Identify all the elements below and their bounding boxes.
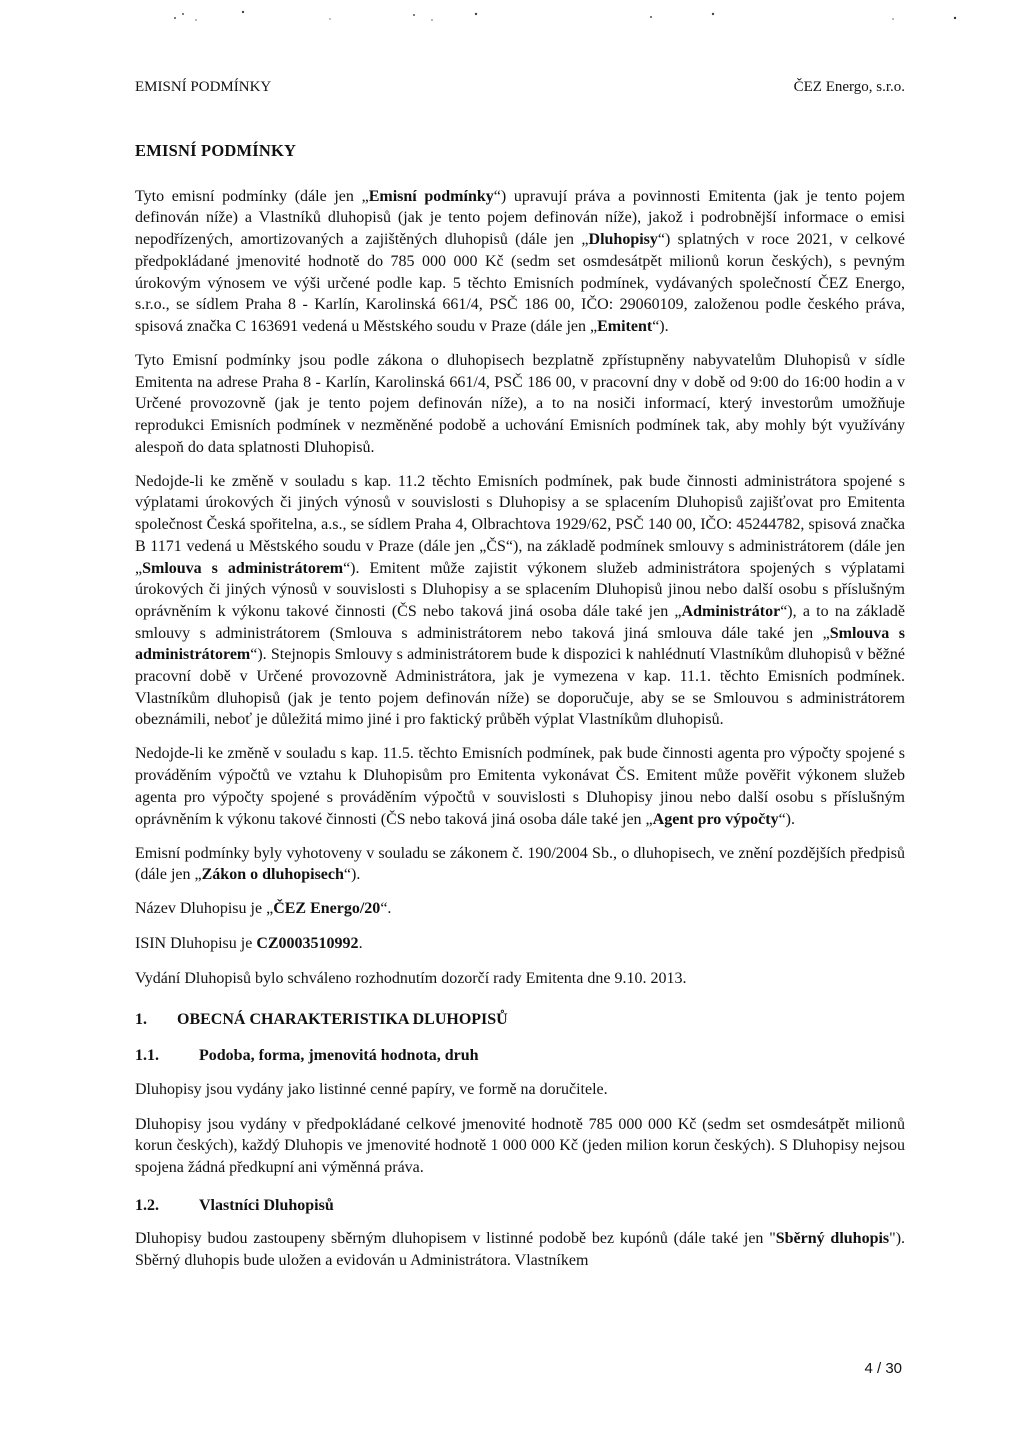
document-body: [135, 140, 905, 1284]
section-title: OBECNÁ CHARAKTERISTIKA DLUHOPISŮ: [177, 1011, 508, 1029]
paragraph-owners: Dluhopisy budou zastoupeny sběrným dluhopisem v listinné podobě bez kupónů (dále také jen "Sběrný dluhopis"). Sběrný dluhopis bude uložen a evidován u Administrátora. Vlastníkem: [135, 1230, 906, 1270]
paragraph-approval: Vydání Dluhopisů bylo schváleno rozhodnutím dozorčí rady Emitenta dne 9.10. 2013.: [135, 969, 687, 987]
paragraph-bond-name: Název Dluhopisu je „ČEZ Energo/20“.: [135, 900, 392, 918]
paragraph-legal-basis: Emisní podmínky byly vyhotoveny v souladu se zákonem č. 190/2004 Sb., o dluhopisech, ve znění pozdějších předpisů (dále jen „Zákon o dluhopisech“).: [135, 844, 905, 884]
subsection-number: 1.2.: [135, 1196, 159, 1214]
running-header: [135, 79, 905, 96]
header-left-title: EMISNÍ PODMÍNKY: [135, 79, 272, 95]
section-number: 1.: [135, 1011, 147, 1029]
subsection-heading-1-1: [135, 1045, 905, 1067]
scan-noise-decoration: [0, 0, 1024, 40]
subsection-title: Vlastníci Dluhopisů: [199, 1196, 334, 1214]
paragraph-form: Dluhopisy jsou vydány jako listinné cenné papíry, ve formě na doručitele.: [135, 1080, 608, 1098]
paragraph-isin: ISIN Dluhopisu je CZ0003510992.: [135, 934, 363, 952]
subsection-heading-1-2: [135, 1195, 905, 1217]
page-number: 4 / 30: [864, 1360, 902, 1377]
paragraph-nominal-value: Dluhopisy jsou vydány v předpokládané celkové jmenovité hodnotě 785 000 000 Kč (sedm set osmdesátpět milionů korun českých), každý Dluhopis ve jmenovité hodnotě 1 000 000 Kč (jeden milion korun českých). S Dluhopisy nejsou spojena žádná předkupní ani výměnná práva.: [135, 1115, 905, 1176]
paragraph-administrator: Nedojde-li ke změně v souladu s kap. 11.2 těchto Emisních podmínek, pak bude činnosti administrátora spojené s výplatami úrokových či jiných výnosů v souvislosti s Dluhopisy a se splacením Dluhopisů zajišťovat pro Emitenta společnost Česká spořitelna, a.s., se sídlem Praha 4, Olbrachtova 1929/62, PSČ 140 00, IČO: 45244782, spisová značka B 1171 vedená u Městského soudu v Praze (dále jen „ČS“), na základě podmínek smlouvy s administrátorem (dále jen „Smlouva s administrátorem“). Emitent může zajistit výkonem služeb administrátora spojených s výplatami úrokových či jiných výnosů v souvislosti s Dluhopisy a se splacením Dluhopisů jinou nebo další osobu s příslušným oprávněním k výkonu takové činnosti (ČS nebo taková jiná osoba dále také jen „Administrátor“), a to na základě smlouvy s administrátorem (Smlouva s administrátorem nebo taková jiná smlouva dále také jen „Smlouva s administrátorem“). Stejnopis Smlouvy s administrátorem bude k dispozici k nahlédnutí Vlastníkům dluhopisů v běžné pracovní době v Určené provozovně Administrátora, jak je vymezena v kap. 11.1. těchto Emisních podmínek. Vlastníkům dluhopisů (jak je tento pojem definován níže) se doporučuje, aby se se Smlouvou s administrátorem obeznámili, neboť je důležitá mimo jiné i pro faktický průběh výplat Vlastníkům dluhopisů.: [135, 472, 906, 729]
header-right-company: ČEZ Energo, s.r.o.: [793, 79, 905, 95]
paragraph-intro: Tyto emisní podmínky (dále jen „Emisní podmínky“) upravují práva a povinnosti Emitenta (jak je tento pojem definován níže) a Vlastníků dluhopisů (jak je tento pojem definován níže), jakož i podrobnější informace o emisi nepodřízených, amortizovaných a zajištěných dluhopisů (dále jen „Dluhopisy“) splatných v roce 2021, v celkové předpokládané jmenovité hodnotě do 785 000 000 Kč (sedm set osmdesátpět milionů korun českých), s pevným úrokovým výnosem ve výši určené podle kap. 5 těchto Emisních podmínek, vydávaných společností ČEZ Energo, s.r.o., se sídlem Praha 8 - Karlín, Karolinská 661/4, PSČ 186 00, IČO: 29060109, založenou podle českého práva, spisová značka C 163691 vedená u Městského soudu v Praze (dále jen „Emitent“).: [135, 187, 906, 335]
subsection-title: Podoba, forma, jmenovitá hodnota, druh: [199, 1047, 479, 1065]
document-title: EMISNÍ PODMÍNKY: [135, 141, 297, 160]
subsection-number: 1.1.: [135, 1047, 159, 1065]
paragraph-calculation-agent: Nedojde-li ke změně v souladu s kap. 11.5. těchto Emisních podmínek, pak bude činnosti agenta pro výpočty spojené s prováděním výpočtů ve vztahu k Dluhopisům pro Emitenta vykonávat ČS. Emitent může pověřit výkonem služeb agenta pro výpočty spojené s prováděním výpočtů v souvislosti s Dluhopisy jinou nebo další osobu s příslušným oprávněním k výkonu takové činnosti (ČS nebo taková jiná osoba dále také jen „Agent pro výpočty“).: [135, 745, 905, 828]
paragraph-availability: Tyto Emisní podmínky jsou podle zákona o dluhopisech bezplatně zpřístupněny nabyvatelům Dluhopisů v sídle Emitenta na adrese Praha 8 - Karlín, Karolinská 661/4, PSČ 186 00, v pracovní dny v době od 9:00 do 16:00 hodin a v Určené provozovně (jak je tento pojem definován níže), a to na nosiči informací, který investorům umožňuje reprodukci Emisních podmínek v nezměněné podobě a uchování Emisních podmínek tak, aby mohly být využívány alespoň do data splatnosti Dluhopisů.: [135, 351, 905, 456]
section-heading-1: [135, 1009, 905, 1031]
